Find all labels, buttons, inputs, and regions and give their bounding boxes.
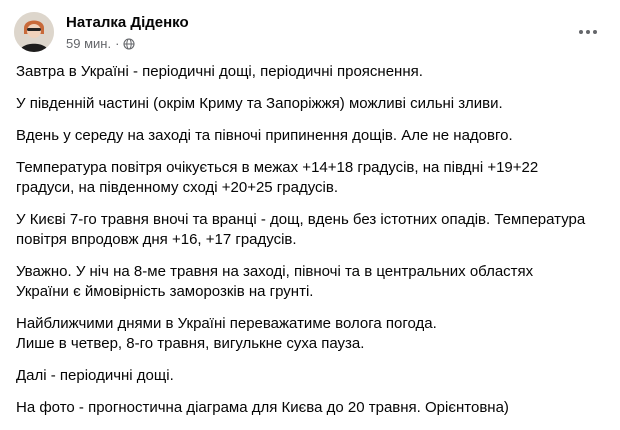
post-header — [12, 8, 608, 56]
post-paragraph: Далі - періодичні дощі. — [16, 367, 174, 384]
post-paragraph: Уважно. У ніч на 8-ме травня на заході, півночі та в центральних областях України є ймовірність заморозків на грунті. — [16, 263, 534, 300]
post-paragraph: Температура повітря очікується в межах +14+18 градусів, на півдні +19+22 градуси, на південному сході +20+25 градусів. — [16, 159, 539, 196]
author-name[interactable]: Наталка Діденко — [66, 14, 189, 31]
post-text — [16, 62, 604, 430]
post-paragraph: Найближчими днями в Україні переважатиме волога погода. Лише в четвер, 8-го травня, вигулькне суха пауза. — [16, 315, 437, 352]
post-timestamp[interactable]: 59 мин. — [66, 36, 112, 51]
more-options-icon[interactable] — [574, 22, 602, 42]
post-paragraph: У південній частині (окрім Криму та Запоріжжя) можливі сильні зливи. — [16, 95, 503, 112]
post-meta — [66, 36, 135, 51]
post-paragraph: У Києві 7-го травня вночі та вранці - дощ, вдень без істотних опадів. Температура повітря впродовж дня +16, +17 градусів. — [16, 211, 586, 248]
post-paragraph: На фото - прогностична діаграма для Києва до 20 травня. Орієнтовна) — [16, 399, 509, 416]
globe-icon[interactable] — [123, 38, 135, 50]
meta-separator: · — [115, 36, 120, 51]
avatar[interactable] — [14, 12, 54, 52]
post-paragraph: Завтра в Україні - періодичні дощі, періодичні прояснення. — [16, 63, 423, 80]
profile-photo-icon — [14, 12, 54, 52]
post-paragraph: Вдень у середу на заході та півночі припинення дощів. Але не надовго. — [16, 127, 513, 144]
